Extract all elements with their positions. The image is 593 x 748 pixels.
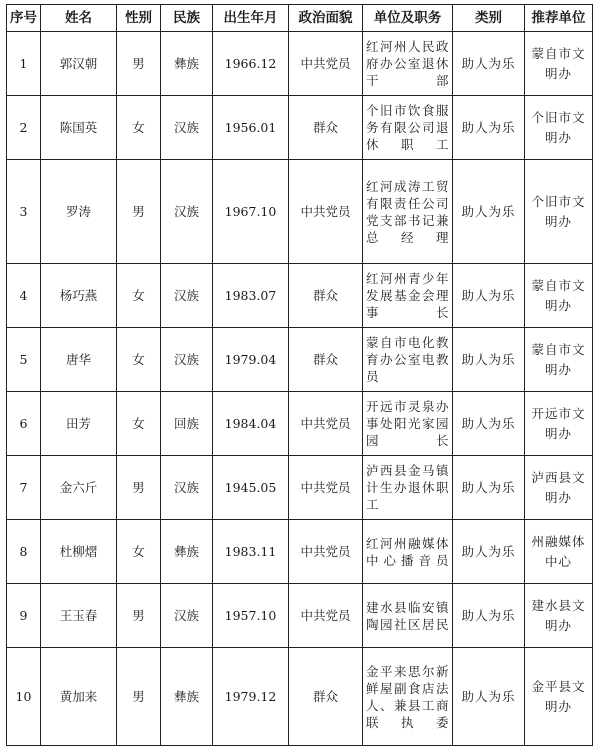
cell-gender: 男 — [117, 32, 161, 96]
col-header-ethnicity: 民族 — [161, 5, 213, 32]
cell-unit: 个旧市饮食服务有限公司退休职工 — [363, 96, 453, 160]
table-row — [7, 264, 593, 328]
cell-ethnicity: 彝族 — [161, 648, 213, 746]
cell-recommender: 泸西县文明办 — [525, 456, 593, 520]
cell-recommender: 蒙自市文明办 — [525, 32, 593, 96]
cell-recommender: 个旧市文明办 — [525, 160, 593, 264]
cell-political: 中共党员 — [289, 160, 363, 264]
cell-recommender: 开远市文明办 — [525, 392, 593, 456]
table-row — [7, 648, 593, 746]
cell-recommender: 州融媒体中心 — [525, 520, 593, 584]
header-row — [7, 5, 593, 32]
cell-name: 罗涛 — [41, 160, 117, 264]
col-header-category: 类别 — [453, 5, 525, 32]
cell-no: 8 — [7, 520, 41, 584]
recommendation-table — [6, 4, 593, 746]
cell-birth: 1945.05 — [213, 456, 289, 520]
cell-name: 金六斤 — [41, 456, 117, 520]
cell-category: 助人为乐 — [453, 160, 525, 264]
cell-name: 黄加来 — [41, 648, 117, 746]
cell-political: 中共党员 — [289, 392, 363, 456]
table-row — [7, 584, 593, 648]
cell-category: 助人为乐 — [453, 32, 525, 96]
cell-ethnicity: 汉族 — [161, 264, 213, 328]
cell-name: 杨巧燕 — [41, 264, 117, 328]
cell-political: 中共党员 — [289, 32, 363, 96]
cell-recommender: 蒙自市文明办 — [525, 328, 593, 392]
cell-unit: 开远市灵泉办事处阳光家园园长 — [363, 392, 453, 456]
col-header-no: 序号 — [7, 5, 41, 32]
cell-unit: 金平来思尔新鲜屋副食店法人、兼县工商联执委 — [363, 648, 453, 746]
col-header-birth: 出生年月 — [213, 5, 289, 32]
cell-gender: 女 — [117, 520, 161, 584]
cell-category: 助人为乐 — [453, 520, 525, 584]
cell-name: 杜柳熠 — [41, 520, 117, 584]
cell-birth: 1984.04 — [213, 392, 289, 456]
cell-ethnicity: 汉族 — [161, 456, 213, 520]
cell-birth: 1983.11 — [213, 520, 289, 584]
cell-political: 中共党员 — [289, 584, 363, 648]
table-row — [7, 160, 593, 264]
table-row — [7, 328, 593, 392]
cell-unit: 红河州人民政府办公室退休干部 — [363, 32, 453, 96]
cell-category: 助人为乐 — [453, 328, 525, 392]
table-row — [7, 32, 593, 96]
cell-ethnicity: 汉族 — [161, 328, 213, 392]
cell-birth: 1967.10 — [213, 160, 289, 264]
cell-gender: 男 — [117, 648, 161, 746]
col-header-gender: 性别 — [117, 5, 161, 32]
cell-no: 9 — [7, 584, 41, 648]
cell-political: 群众 — [289, 96, 363, 160]
cell-political: 群众 — [289, 264, 363, 328]
cell-recommender: 个旧市文明办 — [525, 96, 593, 160]
cell-unit: 红河成涛工贸有限责任公司党支部书记兼总经理 — [363, 160, 453, 264]
cell-political: 群众 — [289, 328, 363, 392]
cell-category: 助人为乐 — [453, 584, 525, 648]
cell-birth: 1979.04 — [213, 328, 289, 392]
cell-birth: 1983.07 — [213, 264, 289, 328]
col-header-unit: 单位及职务 — [363, 5, 453, 32]
cell-no: 1 — [7, 32, 41, 96]
table-body — [7, 32, 593, 746]
col-header-recommender: 推荐单位 — [525, 5, 593, 32]
cell-birth: 1966.12 — [213, 32, 289, 96]
cell-recommender: 金平县文明办 — [525, 648, 593, 746]
cell-name: 王玉春 — [41, 584, 117, 648]
cell-ethnicity: 汉族 — [161, 584, 213, 648]
cell-ethnicity: 汉族 — [161, 160, 213, 264]
cell-unit: 红河州青少年发展基金会理事长 — [363, 264, 453, 328]
cell-political: 中共党员 — [289, 456, 363, 520]
cell-unit: 建水县临安镇陶园社区居民 — [363, 584, 453, 648]
cell-no: 10 — [7, 648, 41, 746]
cell-political: 中共党员 — [289, 520, 363, 584]
cell-gender: 女 — [117, 264, 161, 328]
cell-no: 6 — [7, 392, 41, 456]
cell-birth: 1956.01 — [213, 96, 289, 160]
cell-category: 助人为乐 — [453, 96, 525, 160]
cell-name: 郭汉朝 — [41, 32, 117, 96]
table-row — [7, 456, 593, 520]
cell-gender: 男 — [117, 160, 161, 264]
cell-recommender: 建水县文明办 — [525, 584, 593, 648]
cell-gender: 男 — [117, 584, 161, 648]
cell-gender: 男 — [117, 456, 161, 520]
cell-gender: 女 — [117, 96, 161, 160]
cell-name: 唐华 — [41, 328, 117, 392]
cell-gender: 女 — [117, 392, 161, 456]
cell-birth: 1957.10 — [213, 584, 289, 648]
cell-unit: 蒙自市电化教育办公室电教员 — [363, 328, 453, 392]
cell-category: 助人为乐 — [453, 264, 525, 328]
cell-birth: 1979.12 — [213, 648, 289, 746]
cell-gender: 女 — [117, 328, 161, 392]
cell-political: 群众 — [289, 648, 363, 746]
cell-ethnicity: 彝族 — [161, 32, 213, 96]
cell-category: 助人为乐 — [453, 456, 525, 520]
cell-no: 2 — [7, 96, 41, 160]
cell-no: 7 — [7, 456, 41, 520]
cell-category: 助人为乐 — [453, 648, 525, 746]
cell-recommender: 蒙自市文明办 — [525, 264, 593, 328]
cell-name: 陈国英 — [41, 96, 117, 160]
cell-ethnicity: 彝族 — [161, 520, 213, 584]
cell-ethnicity: 回族 — [161, 392, 213, 456]
cell-no: 4 — [7, 264, 41, 328]
cell-no: 5 — [7, 328, 41, 392]
cell-unit: 泸西县金马镇计生办退休职工 — [363, 456, 453, 520]
cell-unit: 红河州融媒体中心播音员 — [363, 520, 453, 584]
cell-ethnicity: 汉族 — [161, 96, 213, 160]
cell-name: 田芳 — [41, 392, 117, 456]
cell-no: 3 — [7, 160, 41, 264]
col-header-name: 姓名 — [41, 5, 117, 32]
col-header-political: 政治面貌 — [289, 5, 363, 32]
cell-category: 助人为乐 — [453, 392, 525, 456]
table-row — [7, 392, 593, 456]
table-row — [7, 520, 593, 584]
table-row — [7, 96, 593, 160]
